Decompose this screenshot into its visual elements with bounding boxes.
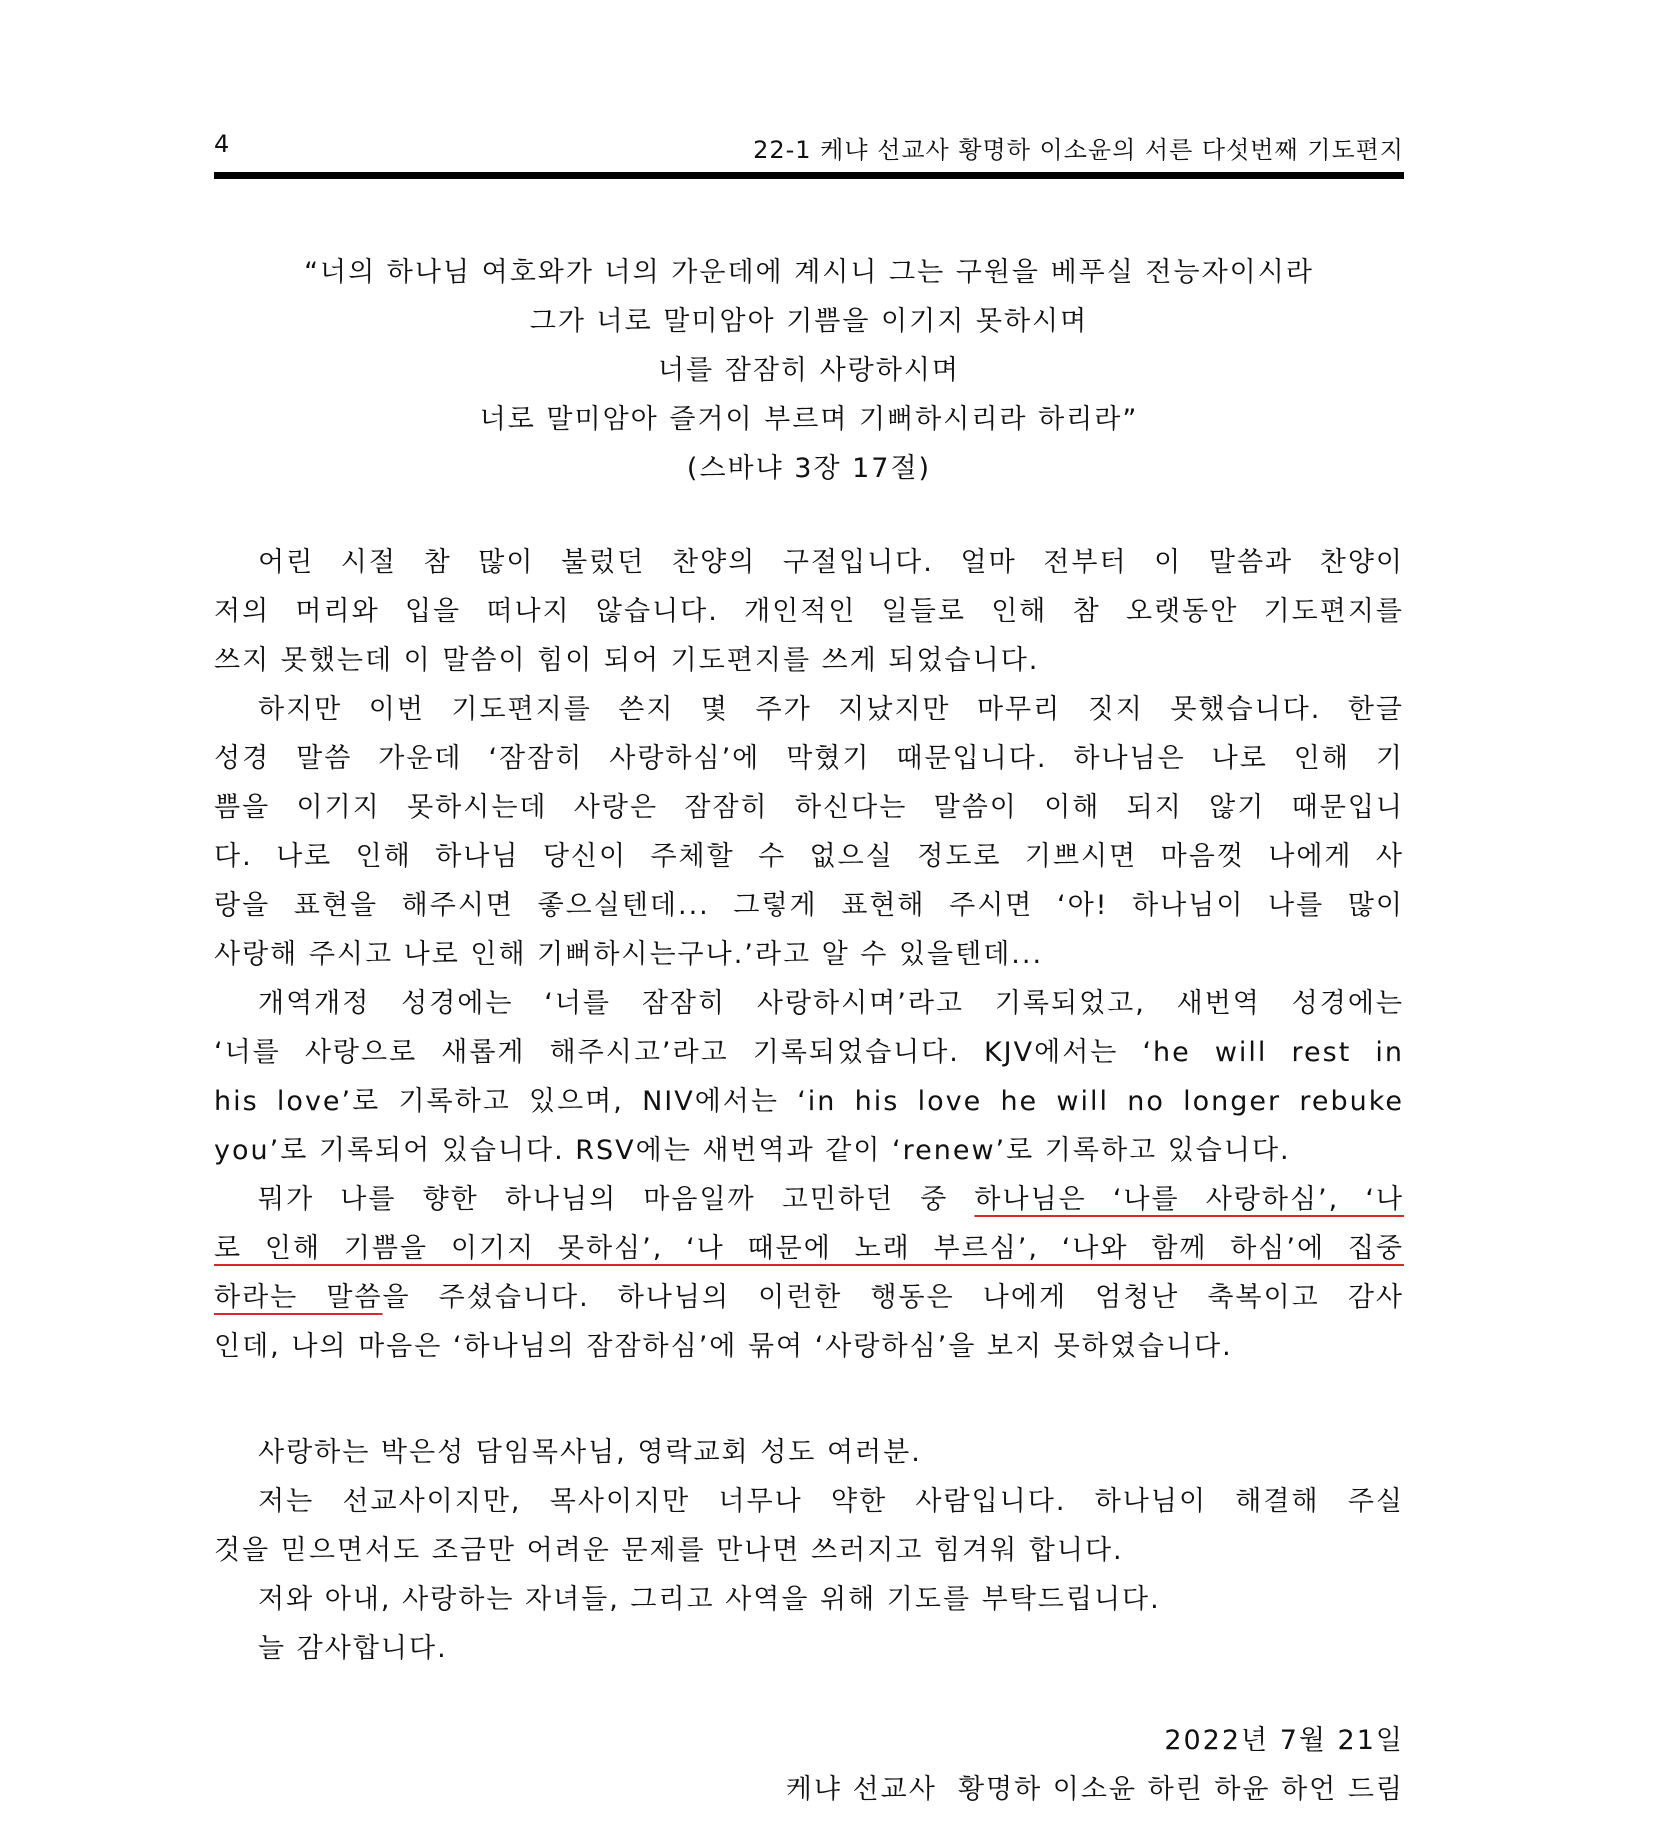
page-header [214,130,1404,170]
closing-line: 저는 선교사이지만, 목사이지만 너무나 약한 사람입니다. 하나님이 해결해 주실 [258,1486,1404,1517]
underlined-text: 하라는 말씀 [214,1282,383,1313]
underlined-text: 하나님은 ‘나를 사랑하심’, ‘나 [974,1184,1404,1215]
scripture-quote [214,248,1404,493]
body-line: 저의 머리와 입을 떠나지 않습니다. 개인적인 일들로 인해 참 오랫동안 기도편지를 [214,596,1404,627]
body-line: 인데, 나의 마음은 ‘하나님의 잠잠하심’에 묶여 ‘사랑하심’을 보지 못하였습니다. [214,1331,1233,1362]
verse-line: 그가 너로 말미암아 기쁨을 이기지 못하시며 [529,306,1089,337]
verse-reference: (스바냐 3장 17절) [686,453,932,484]
body-line: 어린 시절 참 많이 불렀던 찬양의 구절입니다. 얼마 전부터 이 말씀과 찬양이 [258,547,1404,578]
closing-section [214,1428,1404,1673]
signature-block [214,1716,1404,1814]
letter-sender: 케냐 선교사 황명하 이소윤 하린 하윤 하언 드림 [785,1774,1404,1805]
body-text: 을 주셨습니다. 하나님의 이런한 행동은 나에게 엄청난 축복이고 감사 [382,1282,1404,1313]
body-line: 쁨을 이기지 못하시는데 사랑은 잠잠히 하신다는 말씀이 이해 되지 않기 때문입니 [214,792,1404,823]
verse-line: 너를 잠잠히 사랑하시며 [658,355,960,386]
body-line: 하지만 이번 기도편지를 쓴지 몇 주가 지났지만 마무리 짓지 못했습니다. 한글 [258,694,1404,725]
letter-body [214,538,1404,1371]
underlined-text: 로 인해 기쁨을 이기지 못하심’, ‘나 때문에 노래 부르심’, ‘나와 함께 하심’에 집중 [214,1233,1404,1264]
closing-line: 늘 감사합니다. [258,1633,448,1664]
body-line: 사랑해 주시고 나로 인해 기뻐하시는구나.’라고 알 수 있을텐데... [214,939,1044,970]
greeting: 사랑하는 박은성 담임목사님, 영락교회 성도 여러분. [258,1437,922,1468]
body-text: 뭐가 나를 향한 하나님의 마음일까 고민하던 중 [258,1184,975,1215]
body-line [214,1273,1404,1322]
body-line: you’로 기록되어 있습니다. RSV에는 새번역과 같이 ‘renew’로 기록하고 있습니다. [214,1135,1291,1166]
verse-line: “너의 하나님 여호와가 너의 가운데에 계시니 그는 구원을 베푸실 전능자이시라 [304,257,1314,288]
closing-line: 저와 아내, 사랑하는 자녀들, 그리고 사역을 위해 기도를 부탁드립니다. [258,1584,1161,1615]
page-number: 4 [214,130,231,158]
body-line [214,1224,1404,1273]
body-line: 개역개정 성경에는 ‘너를 잠잠히 사랑하시며’라고 기록되었고, 새번역 성경에는 [258,988,1404,1019]
header-title: 22-1 케냐 선교사 황명하 이소윤의 서른 다섯번째 기도편지 [753,136,1404,164]
body-line: 성경 말씀 가운데 ‘잠잠히 사랑하심’에 막혔기 때문입니다. 하나님은 나로 인해 기 [214,743,1404,774]
verse-line: 너로 말미암아 즐거이 부르며 기뻐하시리라 하리라” [479,404,1139,435]
body-line [214,1175,1404,1224]
body-line: 랑을 표현을 해주시면 좋으실텐데... 그렇게 표현해 주시면 ‘아! 하나님이 나를 많이 [214,890,1404,921]
header-rule [214,172,1404,179]
body-line: his love’로 기록하고 있으며, NIV에서는 ‘in his love he will no longer rebuke [214,1086,1404,1117]
body-line: 쓰지 못했는데 이 말씀이 힘이 되어 기도편지를 쓰게 되었습니다. [214,645,1040,676]
closing-line: 것을 믿으면서도 조금만 어려운 문제를 만나면 쓰러지고 힘겨워 합니다. [214,1535,1124,1566]
letter-date: 2022년 7월 21일 [1164,1725,1404,1756]
body-line: ‘너를 사랑으로 새롭게 해주시고’라고 기록되었습니다. KJV에서는 ‘he will rest in [214,1037,1404,1068]
body-line: 다. 나로 인해 하나님 당신이 주체할 수 없으실 정도로 기쁘시면 마음껏 나에게 사 [214,841,1404,872]
